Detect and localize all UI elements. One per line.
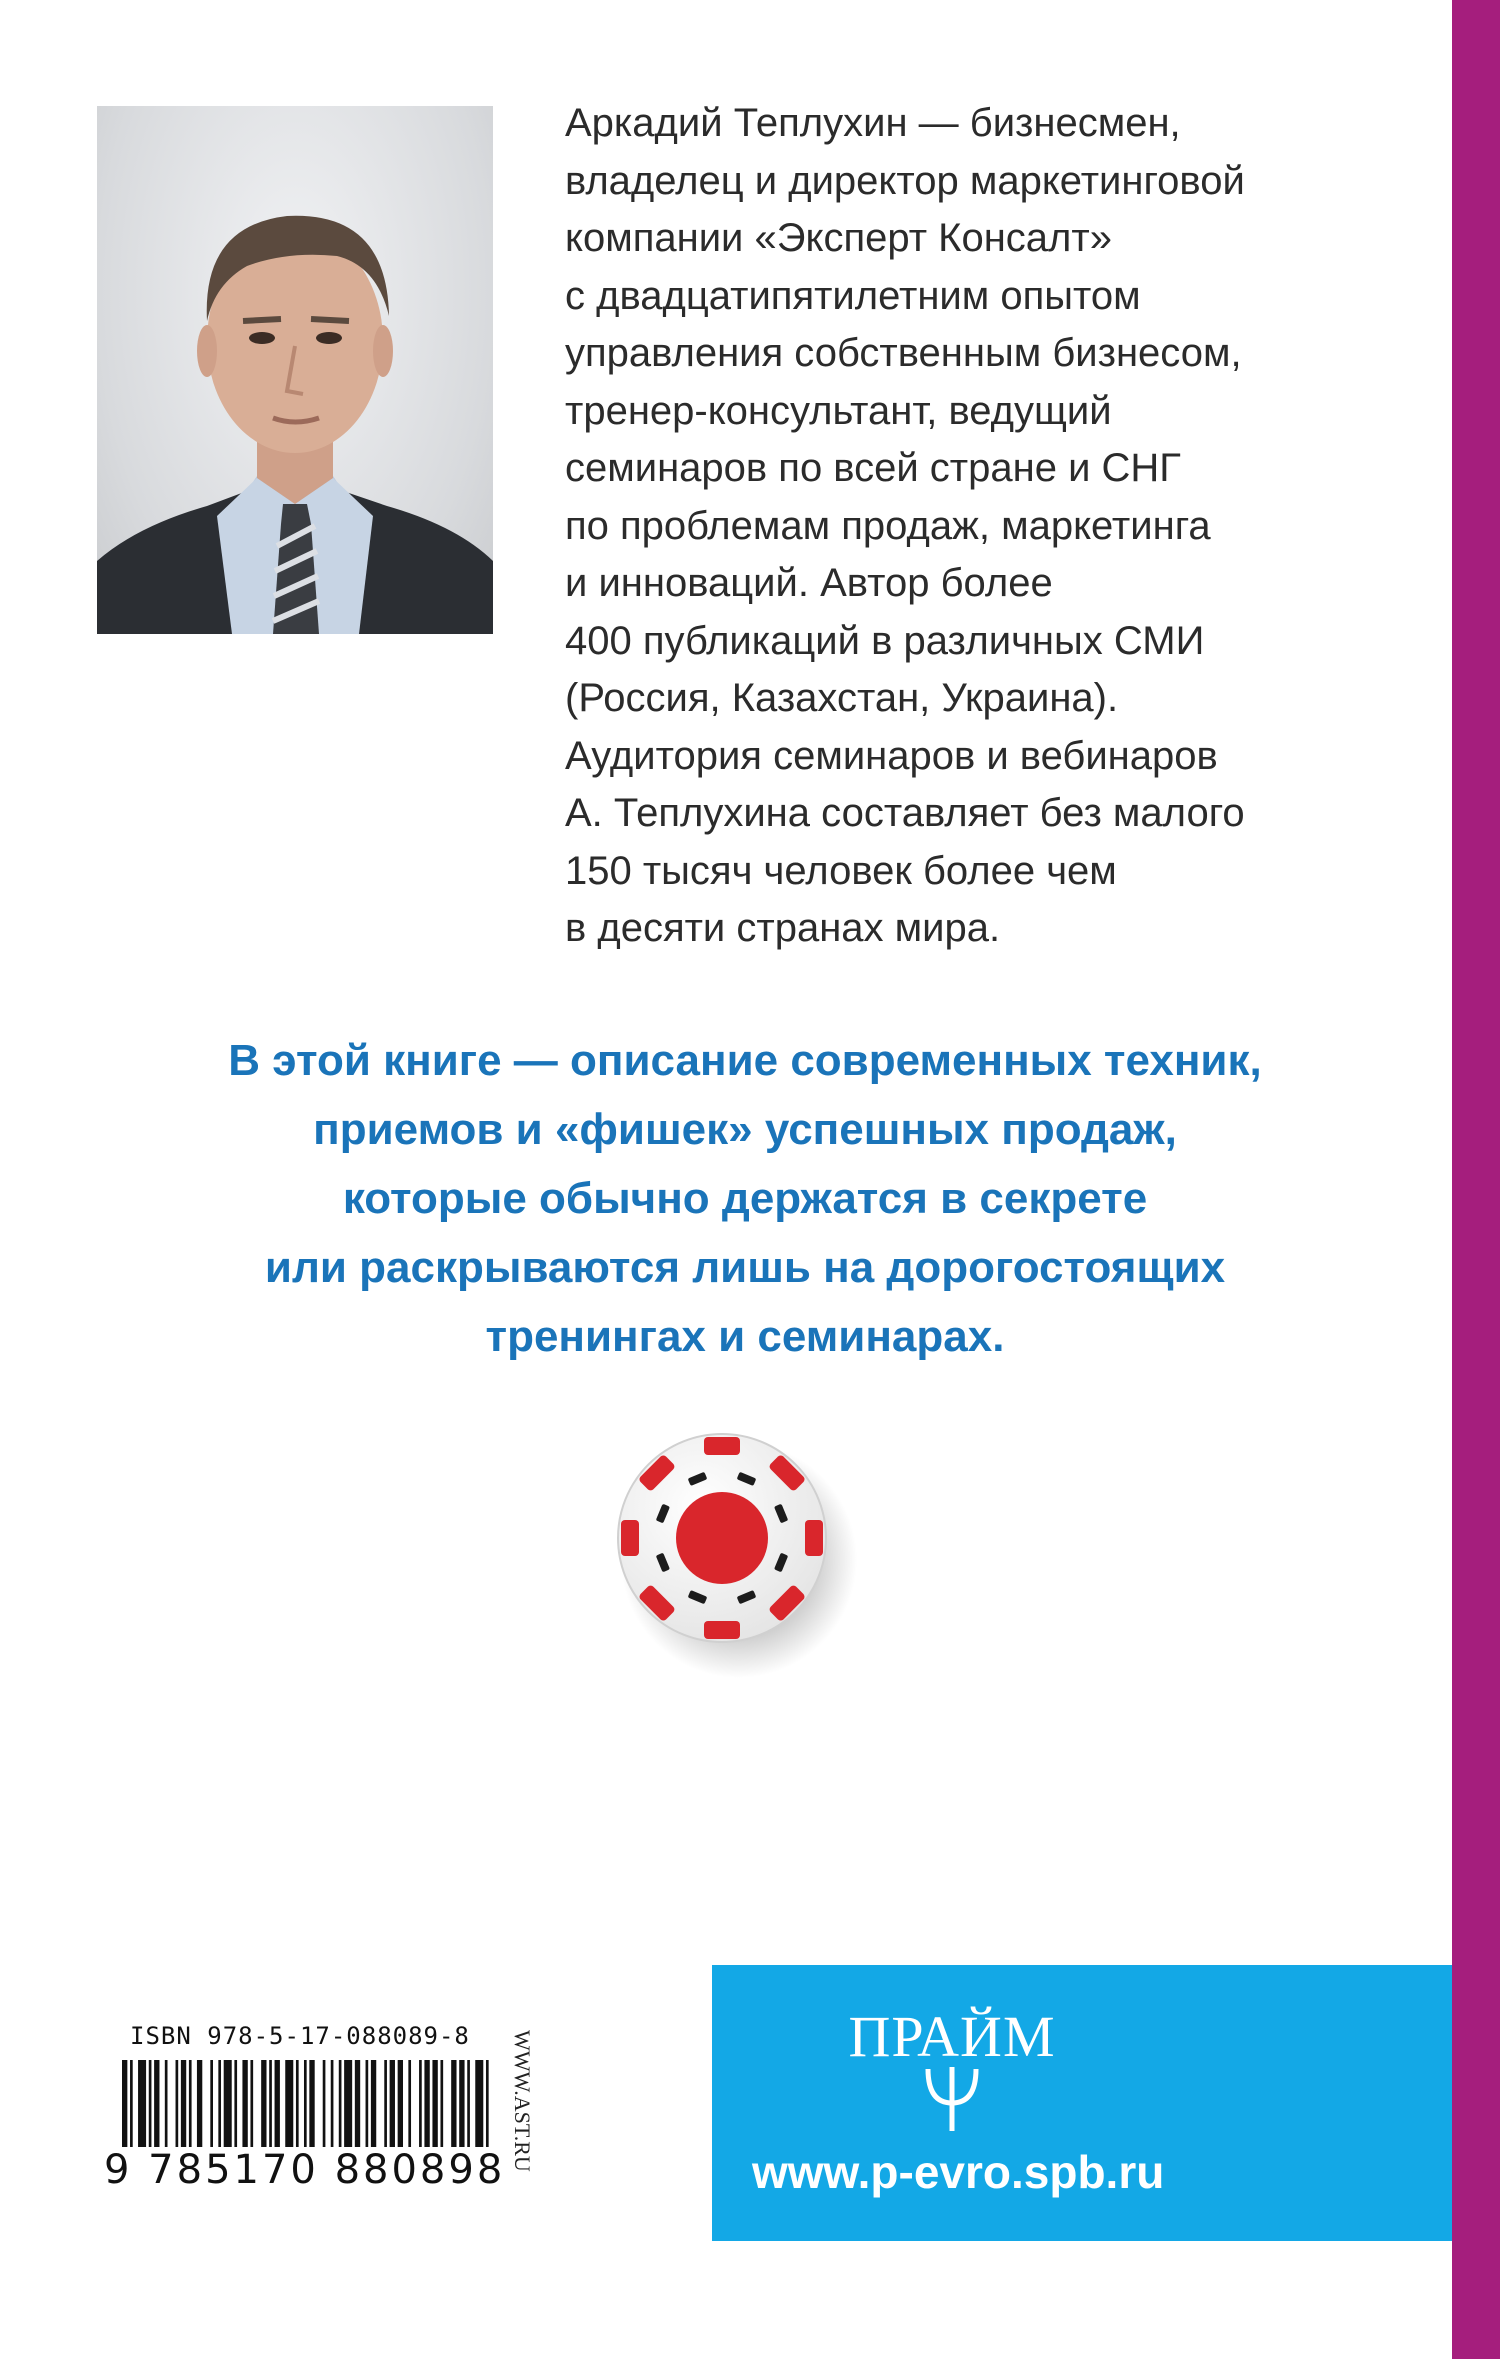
bio-line: А. Теплухина составляет без малого bbox=[565, 791, 1245, 835]
spine-stripe bbox=[1452, 0, 1500, 2359]
bio-line: с двадцатипятилетним опытом bbox=[565, 273, 1141, 318]
barcode-digits: 9 785170 880898 bbox=[100, 2147, 509, 2193]
chip-red-mark bbox=[704, 1437, 740, 1455]
bio-line: и инноваций. Автор более bbox=[565, 561, 1053, 605]
author-bio bbox=[565, 95, 1425, 958]
publisher-url: www.p-evro.spb.ru bbox=[752, 2146, 1165, 2198]
bio-line: Аудитория семинаров и вебинаров bbox=[565, 733, 1218, 778]
tagline-line: которые обычно держатся в секрете bbox=[342, 1174, 1148, 1223]
tagline-line: или раскрываются лишь на дорогостоящих bbox=[264, 1243, 1226, 1292]
bio-line: семинаров по всей стране и СНГ bbox=[565, 446, 1181, 490]
bio-line: владелец и директор маркетинговой bbox=[565, 158, 1245, 203]
bio-line: компании «Эксперт Консалт» bbox=[565, 216, 1112, 260]
bio-line: управления собственным бизнесом, bbox=[565, 331, 1242, 375]
publisher-block bbox=[712, 1965, 1452, 2241]
bio-line: 150 тысяч человек более чем bbox=[565, 848, 1117, 893]
chip-red-mark bbox=[704, 1621, 740, 1639]
chip-red-mark bbox=[621, 1520, 639, 1556]
book-tagline bbox=[80, 1026, 1410, 1371]
bio-line: Аркадий Теплухин — бизнесмен, bbox=[565, 101, 1181, 145]
chip-red-mark bbox=[805, 1520, 823, 1556]
tagline-line: тренингах и семинарах. bbox=[485, 1312, 1005, 1361]
psi-icon bbox=[922, 2063, 982, 2133]
tagline-line: приемов и «фишек» успешных продаж, bbox=[313, 1105, 1177, 1154]
tagline-line: В этой книге — описание современных техник, bbox=[228, 1036, 1262, 1085]
isbn-label: ISBN 978-5-17-088089-8 bbox=[130, 2022, 470, 2050]
bio-line: тренер-консультант, ведущий bbox=[565, 388, 1112, 433]
bio-line: по проблемам продаж, маркетинга bbox=[565, 503, 1211, 548]
bio-line: (Россия, Казахстан, Украина). bbox=[565, 676, 1119, 720]
bio-line: 400 публикаций в различных СМИ bbox=[565, 618, 1205, 663]
author-photo bbox=[97, 106, 493, 634]
bio-line: в десяти странах мира. bbox=[565, 906, 1001, 950]
ast-website: WWW.AST.RU bbox=[510, 2030, 535, 2172]
publisher-logo-name: ПРАЙМ bbox=[848, 2004, 1056, 2069]
poker-chip-icon bbox=[594, 1410, 864, 1680]
